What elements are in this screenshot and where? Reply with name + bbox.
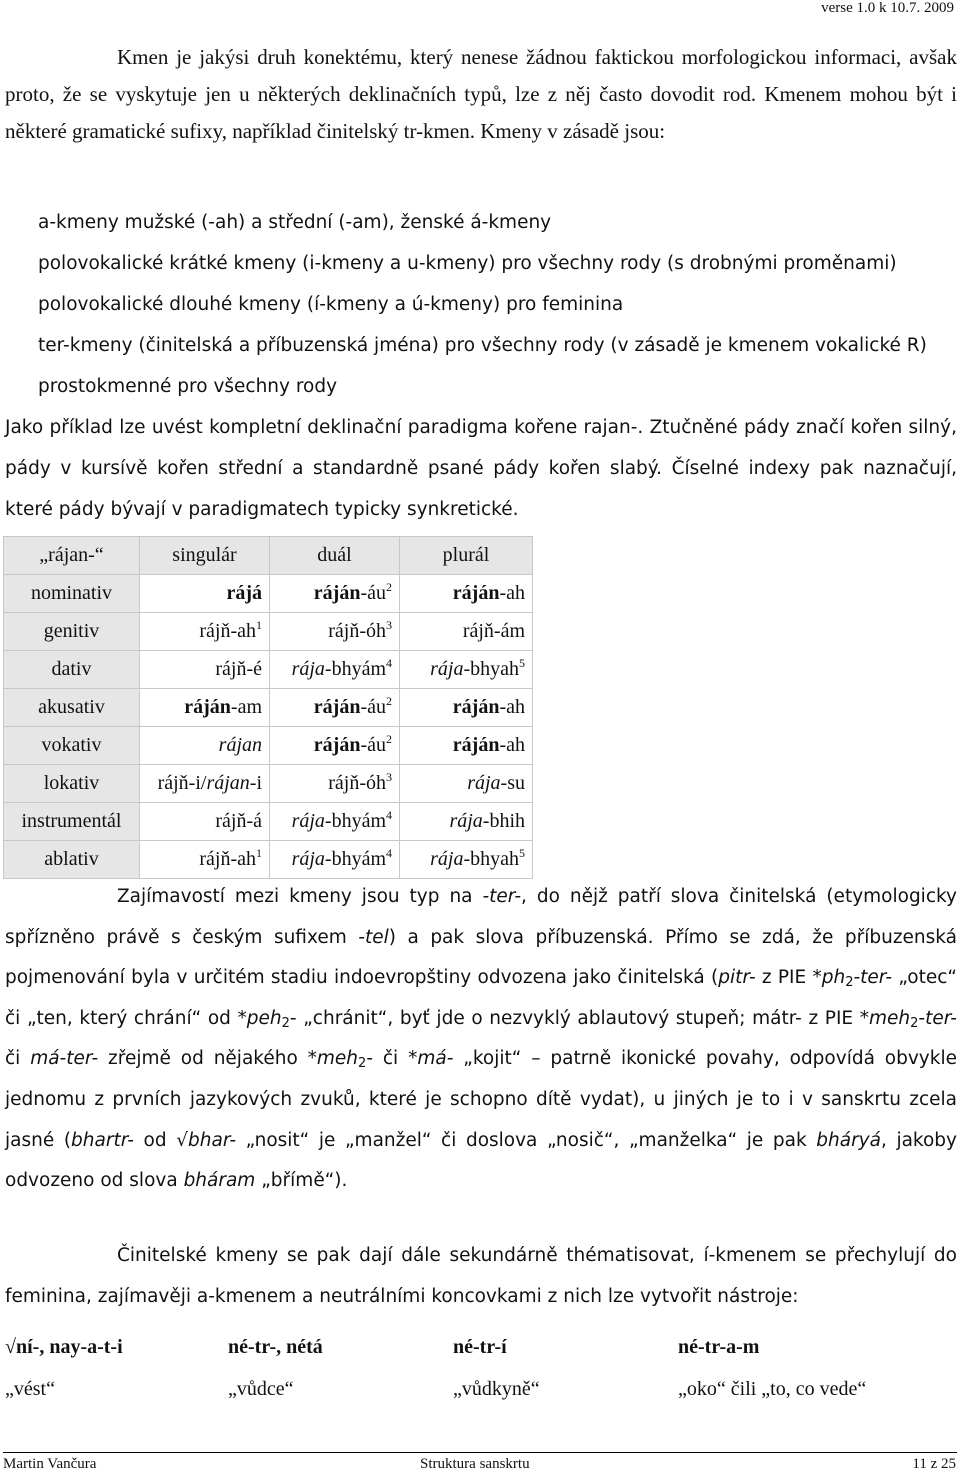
form-cell: rájň-é: [140, 651, 270, 689]
form-cell: rájň-$óh^3$: [270, 613, 400, 651]
footer-author: Martin Vančura: [3, 1456, 97, 1472]
form-cell: rája-bhyám$^4$: [270, 651, 400, 689]
example-paragraph: Jako příklad lze uvést kompletní deklinační paradigma kořene rajan-. Ztučněné pády značí kořen silný, pády v kursívě kořen střední a standardně psané pády kořen slabý. Číselné indexy pak naznačují, které pády bývají v paradigmatech typicky synkretické.: [5, 417, 957, 520]
form-cell: ráján-$áu^2$: [270, 575, 400, 613]
form-cell: ráján-ah: [400, 575, 533, 613]
root-meaning: „oko“ čili „to, co vede“: [678, 1378, 867, 1400]
form-cell: rájň-ám: [400, 613, 533, 651]
table-row: [4, 727, 533, 765]
page-footer: [0, 1456, 960, 1474]
table-header: duál: [270, 537, 400, 575]
form-cell: rája-bhyah$^5$: [400, 651, 533, 689]
list-item: polovokalické krátké kmeny (i-kmeny a u-kmeny) pro všechny rody (s drobnými proměnami): [38, 253, 897, 274]
form-cell: rájň-i/rájan-i: [140, 765, 270, 803]
table-header: singulár: [140, 537, 270, 575]
list-item: prostokmenné pro všechny rody: [38, 376, 338, 397]
form-cell: ráján-$áu^2$: [270, 727, 400, 765]
footer-title: Struktura sanskrtu: [420, 1456, 530, 1472]
footer-page-number: 11 z 25: [912, 1456, 956, 1472]
table-header: „rájan-“: [4, 537, 140, 575]
list-item: a-kmeny mužské (-ah) a střední (-am), ženské á-kmeny: [38, 212, 552, 233]
form-cell: rájň-$ah^1$: [140, 613, 270, 651]
form-cell: rája-bhih: [400, 803, 533, 841]
intro-text-1: Kmen je jakýsi druh konektému, který nenese žádnou faktickou morfologickou informaci, avšak proto, že se vyskytuje jen u některých deklinačních typů, lze z něj často dovodit rod.: [5, 45, 957, 106]
case-name: ablativ: [4, 841, 140, 879]
root-form: né-tr-í: [453, 1336, 507, 1358]
intro-paragraph: [5, 39, 957, 150]
case-name: instrumentál: [4, 803, 140, 841]
form-cell: rájň-á: [140, 803, 270, 841]
table-row: [4, 689, 533, 727]
form-cell: ráján-$áu^2$: [270, 689, 400, 727]
version-note: verse 1.0 k 10.7. 2009: [821, 0, 954, 16]
form-cell: rájň-$óh^3$: [270, 765, 400, 803]
form-cell: rája-bhyám$^4$: [270, 841, 400, 879]
form-cell: ráján-ah: [400, 727, 533, 765]
list-item: ter-kmeny (činitelská a příbuzenská jména) pro všechny rody (v zásadě je kmenem vokalické R): [38, 335, 927, 356]
footer-divider: [3, 1452, 957, 1453]
case-name: vokativ: [4, 727, 140, 765]
root-meaning: „vůdce“: [228, 1378, 294, 1400]
ter-stem-paragraph: Zajímavostí mezi kmeny jsou typ na -ter-, do nějž patří slova činitelská (etymologicky spřízněno právě s českým sufixem -tel) a pak slova příbuzenská. Přímo se zdá, že příbuzenská pojmenování byla v určitém stadiu indoevropštiny odvozena jako činitelská (pitr- z PIE $*ph_2-ter-$ „otec“ či „ten, který chrání“ od *peh$_2$- „chránit“, byť jde o nezvyklý ablautový stupeň; mátr- z PIE *meh$_2$-ter- či má-ter- zřejmě od nějakého *meh$_2$- či *má- „kojit“ – patrně ikonické povahy, odpovídá obvykle jednomu z prvních jazykových zvuků, které je schopno dítě vydat), u jiných je to i v sanskrtu zcela jasné (bhartr- od √bhar- „nosit“ je „manžel“ či doslova „nosič“, „manželka“ je pak bháryá, jakoby odvozeno od slova bháram „břímě“).: [5, 886, 957, 1192]
thematisation-paragraph: Činitelské kmeny se pak dají dále sekundárně thématisovat, í-kmenem se přechylují do feminina, zajímavěji a-kmenem a neutrálními koncovkami z nich lze vytvořit nástroje:: [5, 1245, 957, 1307]
form-cell: ráján-ah: [400, 689, 533, 727]
list-item: polovokalické dlouhé kmeny (í-kmeny a ú-kmeny) pro feminina: [38, 294, 624, 315]
case-name: lokativ: [4, 765, 140, 803]
case-name: nominativ: [4, 575, 140, 613]
table-row: [4, 575, 533, 613]
root-meaning: „vůdkyně“: [453, 1378, 540, 1400]
form-cell: rája-su: [400, 765, 533, 803]
table-row: [4, 613, 533, 651]
intro-text-2: Kmenem mohou být i některé gramatické sufixy, například činitelský tr-kmen.: [5, 82, 958, 143]
root-meaning: „vést“: [5, 1378, 55, 1400]
table-row: [4, 803, 533, 841]
form-cell: rája-bhyám$^4$: [270, 803, 400, 841]
table-row: [4, 841, 533, 879]
form-cell: rájan: [140, 727, 270, 765]
form-cell: rájá: [140, 575, 270, 613]
table-header: plurál: [400, 537, 533, 575]
root-form: né-tr-, nétá: [228, 1336, 323, 1358]
root-form: √ní-, nay-a-t-i: [5, 1336, 123, 1358]
stem-list: [38, 202, 927, 407]
intro-text-3: Kmeny v zásadě jsou:: [480, 119, 666, 143]
form-cell: ráján-am: [140, 689, 270, 727]
case-name: genitiv: [4, 613, 140, 651]
table-row: [4, 651, 533, 689]
root-form: né-tr-a-m: [678, 1336, 760, 1358]
form-cell: rájň-$ah^1$: [140, 841, 270, 879]
table-header-row: [4, 537, 533, 575]
case-name: dativ: [4, 651, 140, 689]
case-name: akusativ: [4, 689, 140, 727]
declension-table: [3, 536, 533, 879]
form-cell: rája-bhyah$^5$: [400, 841, 533, 879]
table-row: [4, 765, 533, 803]
